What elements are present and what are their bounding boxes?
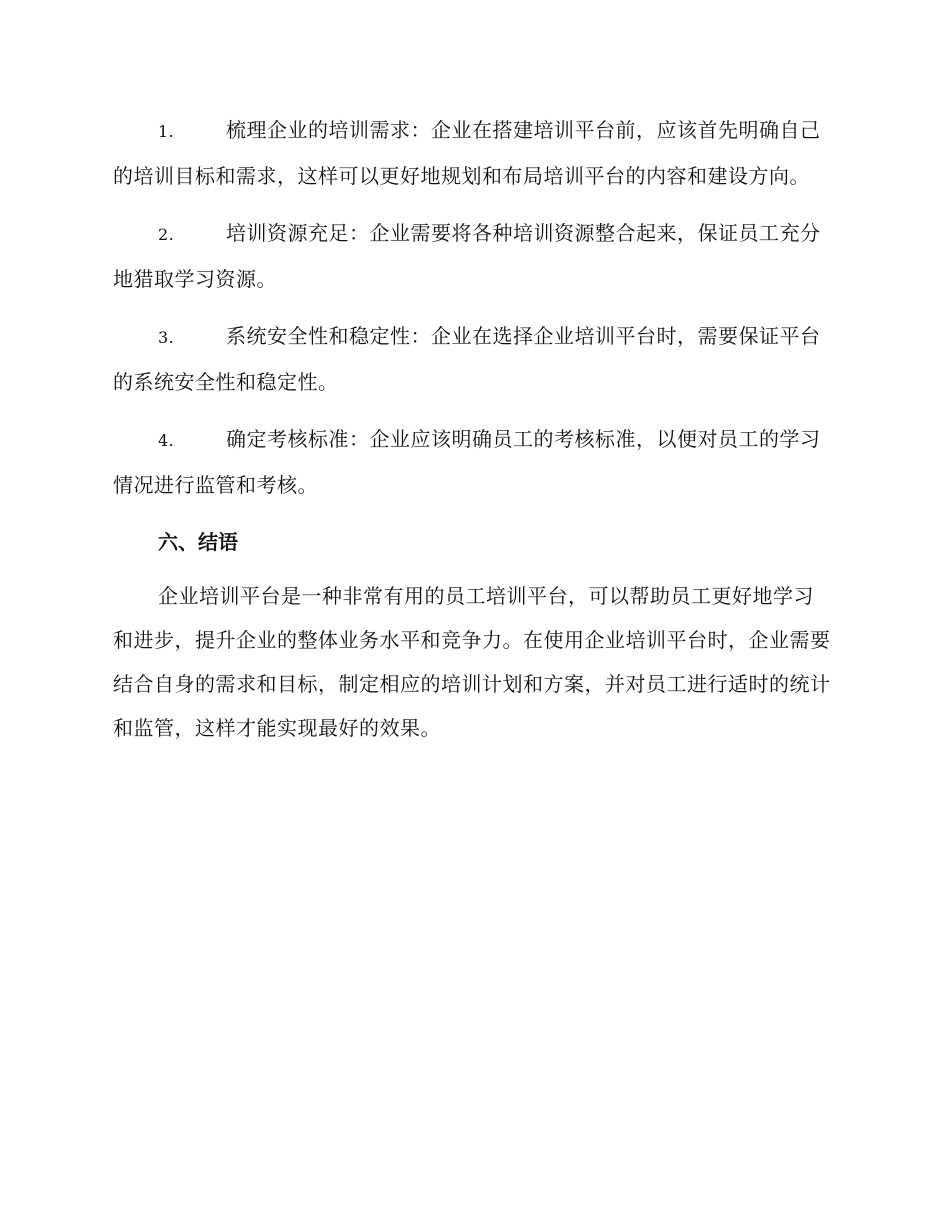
section-heading: 六、结语 <box>158 530 238 554</box>
list-item-2 <box>113 211 833 301</box>
list-number: 4. <box>158 431 175 450</box>
list-text: 培训资源充足：企业需要将各种培训资源整合起来，保证员工充分地猎取学习资源。 <box>113 221 821 291</box>
document-page <box>113 108 833 750</box>
list-number: 2. <box>158 225 175 244</box>
list-text: 系统安全性和稳定性：企业在选择企业培训平台时，需要保证平台的系统安全性和稳定性。 <box>113 324 821 394</box>
list-item-4 <box>113 417 833 507</box>
list-number: 1. <box>158 122 175 141</box>
list-item-1 <box>113 108 833 198</box>
list-text: 梳理企业的培训需求：企业在搭建培训平台前，应该首先明确自己的培训目标和需求，这样可以更好地规划和布局培训平台的内容和建设方向。 <box>113 118 821 188</box>
list-number: 3. <box>158 328 175 347</box>
list-text: 确定考核标准：企业应该明确员工的考核标准，以便对员工的学习情况进行监管和考核。 <box>113 427 821 497</box>
list-item-3 <box>113 314 833 404</box>
conclusion-paragraph: 企业培训平台是一种非常有用的员工培训平台，可以帮助员工更好地学习和进步，提升企业的整体业务水平和竞争力。在使用企业培训平台时，企业需要结合自身的需求和目标，制定相应的培训计划和方案，并对员工进行适时的统计和监管，这样才能实现最好的效果。 <box>113 584 831 740</box>
